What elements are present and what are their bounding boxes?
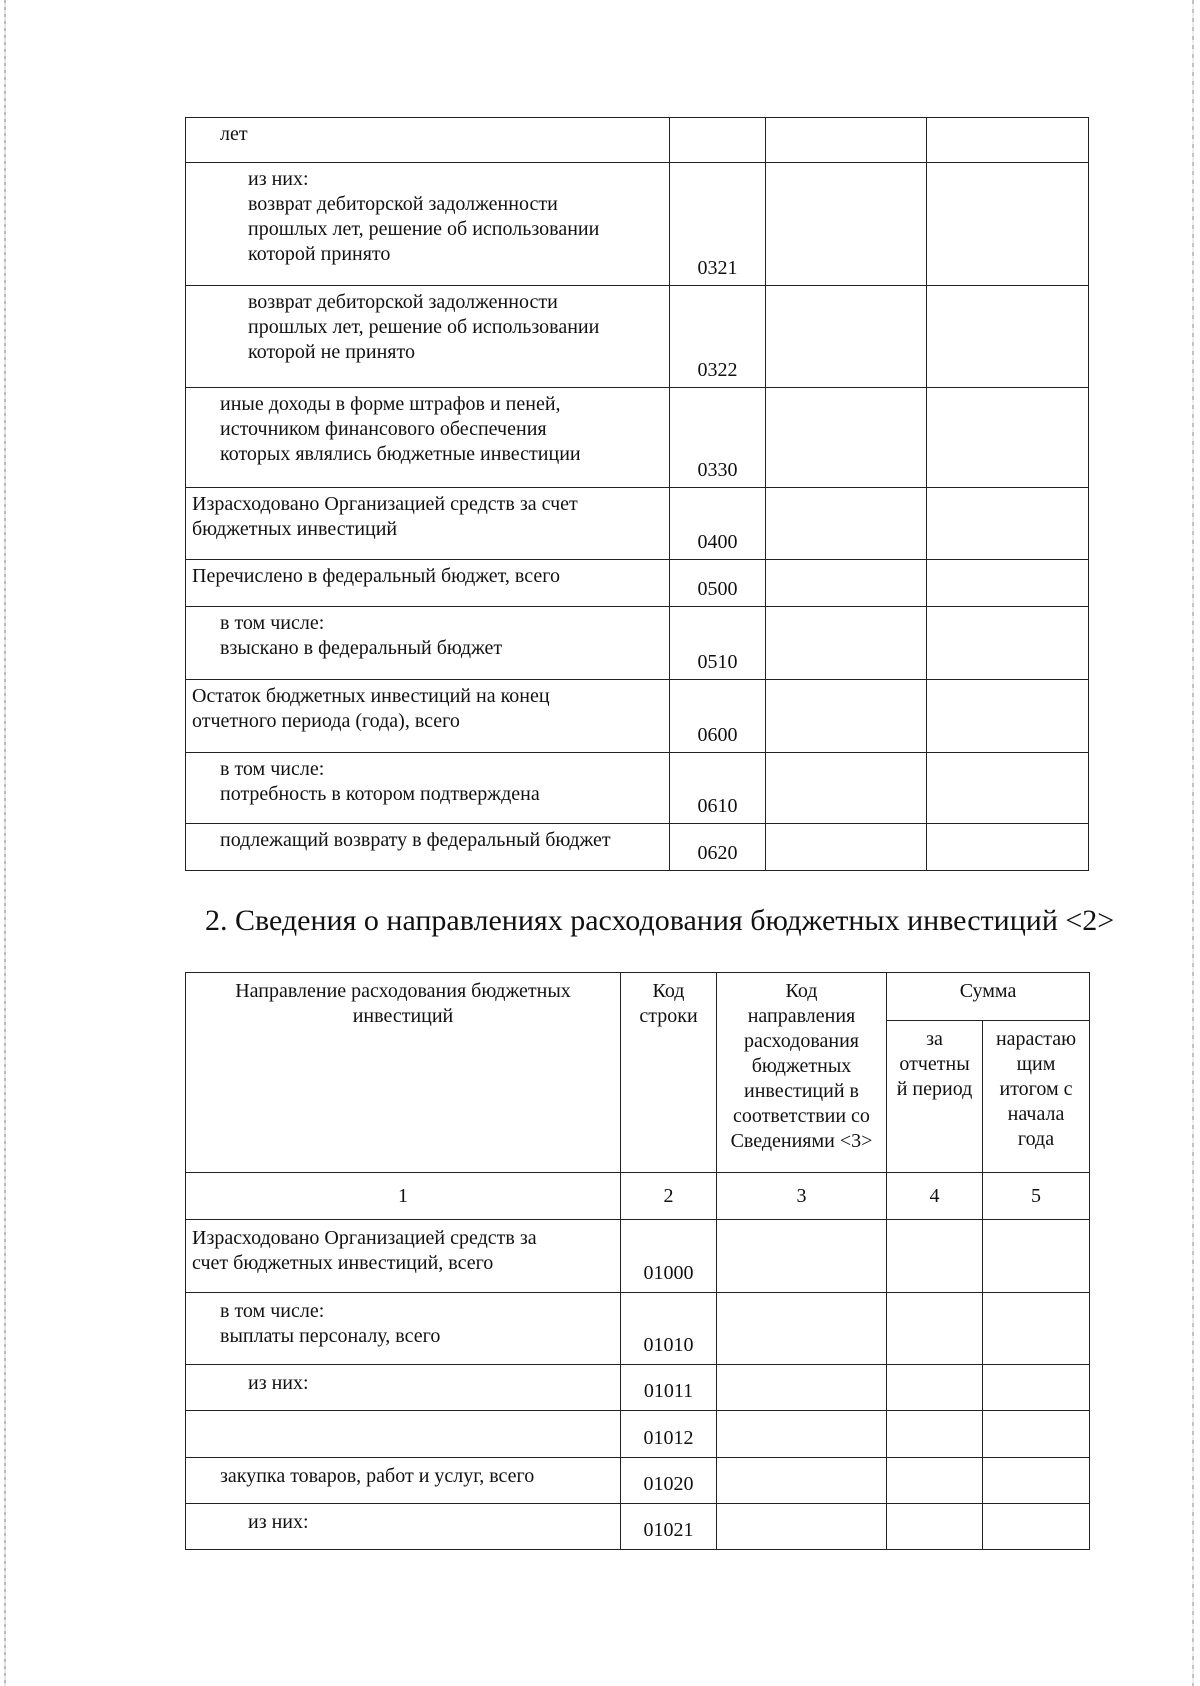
expenditure-directions-table bbox=[185, 972, 1090, 1550]
scan-edge-right bbox=[1192, 0, 1194, 1686]
value-cell-period bbox=[887, 1293, 983, 1365]
header-line: Направление расходования бюджетных bbox=[235, 980, 571, 1002]
scan-edge-left bbox=[4, 0, 6, 1686]
table-row bbox=[186, 824, 1089, 871]
row-label bbox=[186, 607, 670, 680]
header-cumulative bbox=[983, 1021, 1090, 1173]
table-row bbox=[186, 286, 1089, 388]
row-label-line: из них: bbox=[248, 1511, 309, 1533]
value-cell-period bbox=[766, 286, 927, 388]
row-label-line: закупка товаров, работ и услуг, всего bbox=[220, 1465, 535, 1487]
row-label bbox=[186, 1458, 621, 1504]
row-code: 0600 bbox=[670, 680, 766, 753]
row-label-line: источником финансового обеспечения bbox=[220, 418, 547, 440]
table-row bbox=[186, 1504, 1090, 1550]
table-row bbox=[186, 488, 1089, 560]
value-cell-period bbox=[766, 488, 927, 560]
header-line: начала bbox=[1007, 1103, 1065, 1125]
row-label bbox=[186, 388, 670, 488]
value-cell-period bbox=[766, 163, 927, 286]
direction-code-cell bbox=[717, 1411, 887, 1458]
row-label bbox=[186, 1504, 621, 1550]
row-label bbox=[186, 163, 670, 286]
value-cell-cumulative bbox=[927, 753, 1089, 824]
direction-code-cell bbox=[717, 1504, 887, 1550]
row-label-line: иные доходы в форме штрафов и пеней, bbox=[220, 393, 561, 415]
header-row-code bbox=[621, 973, 717, 1173]
value-cell-cumulative bbox=[927, 118, 1089, 163]
table-row bbox=[186, 388, 1089, 488]
row-label-line: из них: bbox=[248, 1372, 309, 1394]
value-cell-period bbox=[766, 388, 927, 488]
row-code: 0321 bbox=[670, 163, 766, 286]
row-label bbox=[186, 1411, 621, 1458]
row-label-line: которой не принято bbox=[248, 341, 415, 363]
row-code: 01000 bbox=[621, 1220, 717, 1293]
row-label-line: подлежащий возврату в федеральный бюджет bbox=[220, 829, 611, 851]
value-cell-cumulative bbox=[927, 607, 1089, 680]
row-label-line: счет бюджетных инвестиций, всего bbox=[192, 1252, 494, 1274]
row-code: 01012 bbox=[621, 1411, 717, 1458]
value-cell-period bbox=[887, 1458, 983, 1504]
header-line: инвестиций bbox=[352, 1005, 454, 1027]
row-label-line: возврат дебиторской задолженности bbox=[248, 291, 558, 313]
row-code: 0500 bbox=[670, 560, 766, 607]
row-label bbox=[186, 1293, 621, 1365]
header-line: отчетны bbox=[899, 1053, 970, 1075]
header-line: бюджетных bbox=[751, 1055, 852, 1077]
value-cell-cumulative bbox=[927, 680, 1089, 753]
row-label-line: в том числе: bbox=[220, 758, 325, 780]
table-row bbox=[186, 560, 1089, 607]
header-line: строки bbox=[639, 1005, 698, 1027]
table-row bbox=[186, 753, 1089, 824]
direction-code-cell bbox=[717, 1365, 887, 1411]
header-line: расходования bbox=[744, 1030, 859, 1052]
header-line: итогом с bbox=[999, 1078, 1073, 1100]
value-cell-cumulative bbox=[927, 824, 1089, 871]
row-label bbox=[186, 1220, 621, 1293]
row-label-line: взыскано в федеральный бюджет bbox=[220, 637, 503, 659]
value-cell-cumulative bbox=[927, 488, 1089, 560]
row-label bbox=[186, 824, 670, 871]
row-label-line: которой принято bbox=[248, 243, 391, 265]
row-label-line: возврат дебиторской задолженности bbox=[248, 193, 558, 215]
table-row bbox=[186, 1411, 1090, 1458]
column-number: 5 bbox=[983, 1173, 1090, 1220]
row-code: 0610 bbox=[670, 753, 766, 824]
value-cell-cumulative bbox=[927, 388, 1089, 488]
value-cell-period bbox=[766, 824, 927, 871]
row-label-line: лет bbox=[220, 123, 248, 145]
header-line: направления bbox=[747, 1005, 856, 1027]
row-label-line: которых являлись бюджетные инвестиции bbox=[220, 443, 581, 465]
row-label-line: в том числе: bbox=[220, 1300, 325, 1322]
row-label bbox=[186, 753, 670, 824]
row-code: 01020 bbox=[621, 1458, 717, 1504]
row-label-line: Перечислено в федеральный бюджет, всего bbox=[192, 565, 560, 587]
row-code: 0322 bbox=[670, 286, 766, 388]
direction-code-cell bbox=[717, 1458, 887, 1504]
value-cell-cumulative bbox=[927, 286, 1089, 388]
value-cell-cumulative bbox=[983, 1411, 1090, 1458]
value-cell-period bbox=[766, 560, 927, 607]
table-row bbox=[186, 1365, 1090, 1411]
header-line: й период bbox=[896, 1078, 973, 1100]
header-direction bbox=[186, 973, 621, 1173]
table-row bbox=[186, 680, 1089, 753]
column-number: 2 bbox=[621, 1173, 717, 1220]
value-cell-period bbox=[887, 1365, 983, 1411]
row-label-line: потребность в котором подтверждена bbox=[220, 783, 540, 805]
row-label-line: Остаток бюджетных инвестиций на конец bbox=[192, 685, 550, 707]
header-line: за bbox=[926, 1028, 943, 1050]
row-label-line: выплаты персоналу, всего bbox=[220, 1325, 441, 1347]
row-label-line: Израсходовано Организацией средств за счет bbox=[192, 493, 578, 515]
value-cell-cumulative bbox=[983, 1365, 1090, 1411]
row-label-line: из них: bbox=[248, 168, 309, 190]
table-row bbox=[186, 1293, 1090, 1365]
row-label-line: бюджетных инвестиций bbox=[192, 518, 398, 540]
table-row bbox=[186, 1458, 1090, 1504]
row-label bbox=[186, 560, 670, 607]
column-number: 1 bbox=[186, 1173, 621, 1220]
value-cell-cumulative bbox=[983, 1293, 1090, 1365]
value-cell-cumulative bbox=[983, 1504, 1090, 1550]
row-code: 0620 bbox=[670, 824, 766, 871]
row-label bbox=[186, 488, 670, 560]
value-cell-period bbox=[766, 607, 927, 680]
row-label-line: Израсходовано Организацией средств за bbox=[192, 1227, 537, 1249]
header-line: соответствии со bbox=[733, 1105, 870, 1127]
value-cell-cumulative bbox=[983, 1458, 1090, 1504]
value-cell-period bbox=[766, 118, 927, 163]
header-line: щим bbox=[1016, 1053, 1056, 1075]
table-row bbox=[186, 118, 1089, 163]
value-cell-cumulative bbox=[927, 560, 1089, 607]
header-period bbox=[887, 1021, 983, 1173]
row-code: 01010 bbox=[621, 1293, 717, 1365]
header-sum: Сумма bbox=[887, 973, 1090, 1021]
header-line: Код bbox=[785, 980, 818, 1002]
column-number: 3 bbox=[717, 1173, 887, 1220]
row-code bbox=[670, 118, 766, 163]
value-cell-period bbox=[766, 753, 927, 824]
value-cell-cumulative bbox=[983, 1220, 1090, 1293]
report-table-continuation bbox=[185, 117, 1089, 871]
header-row bbox=[186, 973, 1090, 1021]
row-label bbox=[186, 680, 670, 753]
header-line: Сведениями <3> bbox=[730, 1130, 873, 1152]
header-line: Код bbox=[652, 980, 685, 1002]
row-label-line: прошлых лет, решение об использовании bbox=[248, 316, 600, 338]
table-row bbox=[186, 607, 1089, 680]
column-number-row bbox=[186, 1173, 1090, 1220]
value-cell-period bbox=[887, 1504, 983, 1550]
row-code: 0510 bbox=[670, 607, 766, 680]
row-code: 01011 bbox=[621, 1365, 717, 1411]
header-line: инвестиций в bbox=[744, 1080, 859, 1102]
header-line: года bbox=[1017, 1128, 1055, 1150]
direction-code-cell bbox=[717, 1293, 887, 1365]
value-cell-period bbox=[887, 1220, 983, 1293]
row-code: 0400 bbox=[670, 488, 766, 560]
table-row bbox=[186, 163, 1089, 286]
row-label bbox=[186, 118, 670, 163]
row-label-line: прошлых лет, решение об использовании bbox=[248, 218, 600, 240]
row-label bbox=[186, 286, 670, 388]
row-label-line: в том числе: bbox=[220, 612, 325, 634]
column-number: 4 bbox=[887, 1173, 983, 1220]
row-code: 01021 bbox=[621, 1504, 717, 1550]
value-cell-period bbox=[766, 680, 927, 753]
row-label-line: отчетного периода (года), всего bbox=[192, 710, 460, 732]
section-title: 2. Сведения о направлениях расходования бюджетных инвестиций <2> bbox=[205, 904, 1115, 937]
row-code: 0330 bbox=[670, 388, 766, 488]
header-line: нарастаю bbox=[995, 1028, 1077, 1050]
value-cell-period bbox=[887, 1411, 983, 1458]
table-row bbox=[186, 1220, 1090, 1293]
row-label bbox=[186, 1365, 621, 1411]
header-direction-code bbox=[717, 973, 887, 1173]
value-cell-cumulative bbox=[927, 163, 1089, 286]
direction-code-cell bbox=[717, 1220, 887, 1293]
